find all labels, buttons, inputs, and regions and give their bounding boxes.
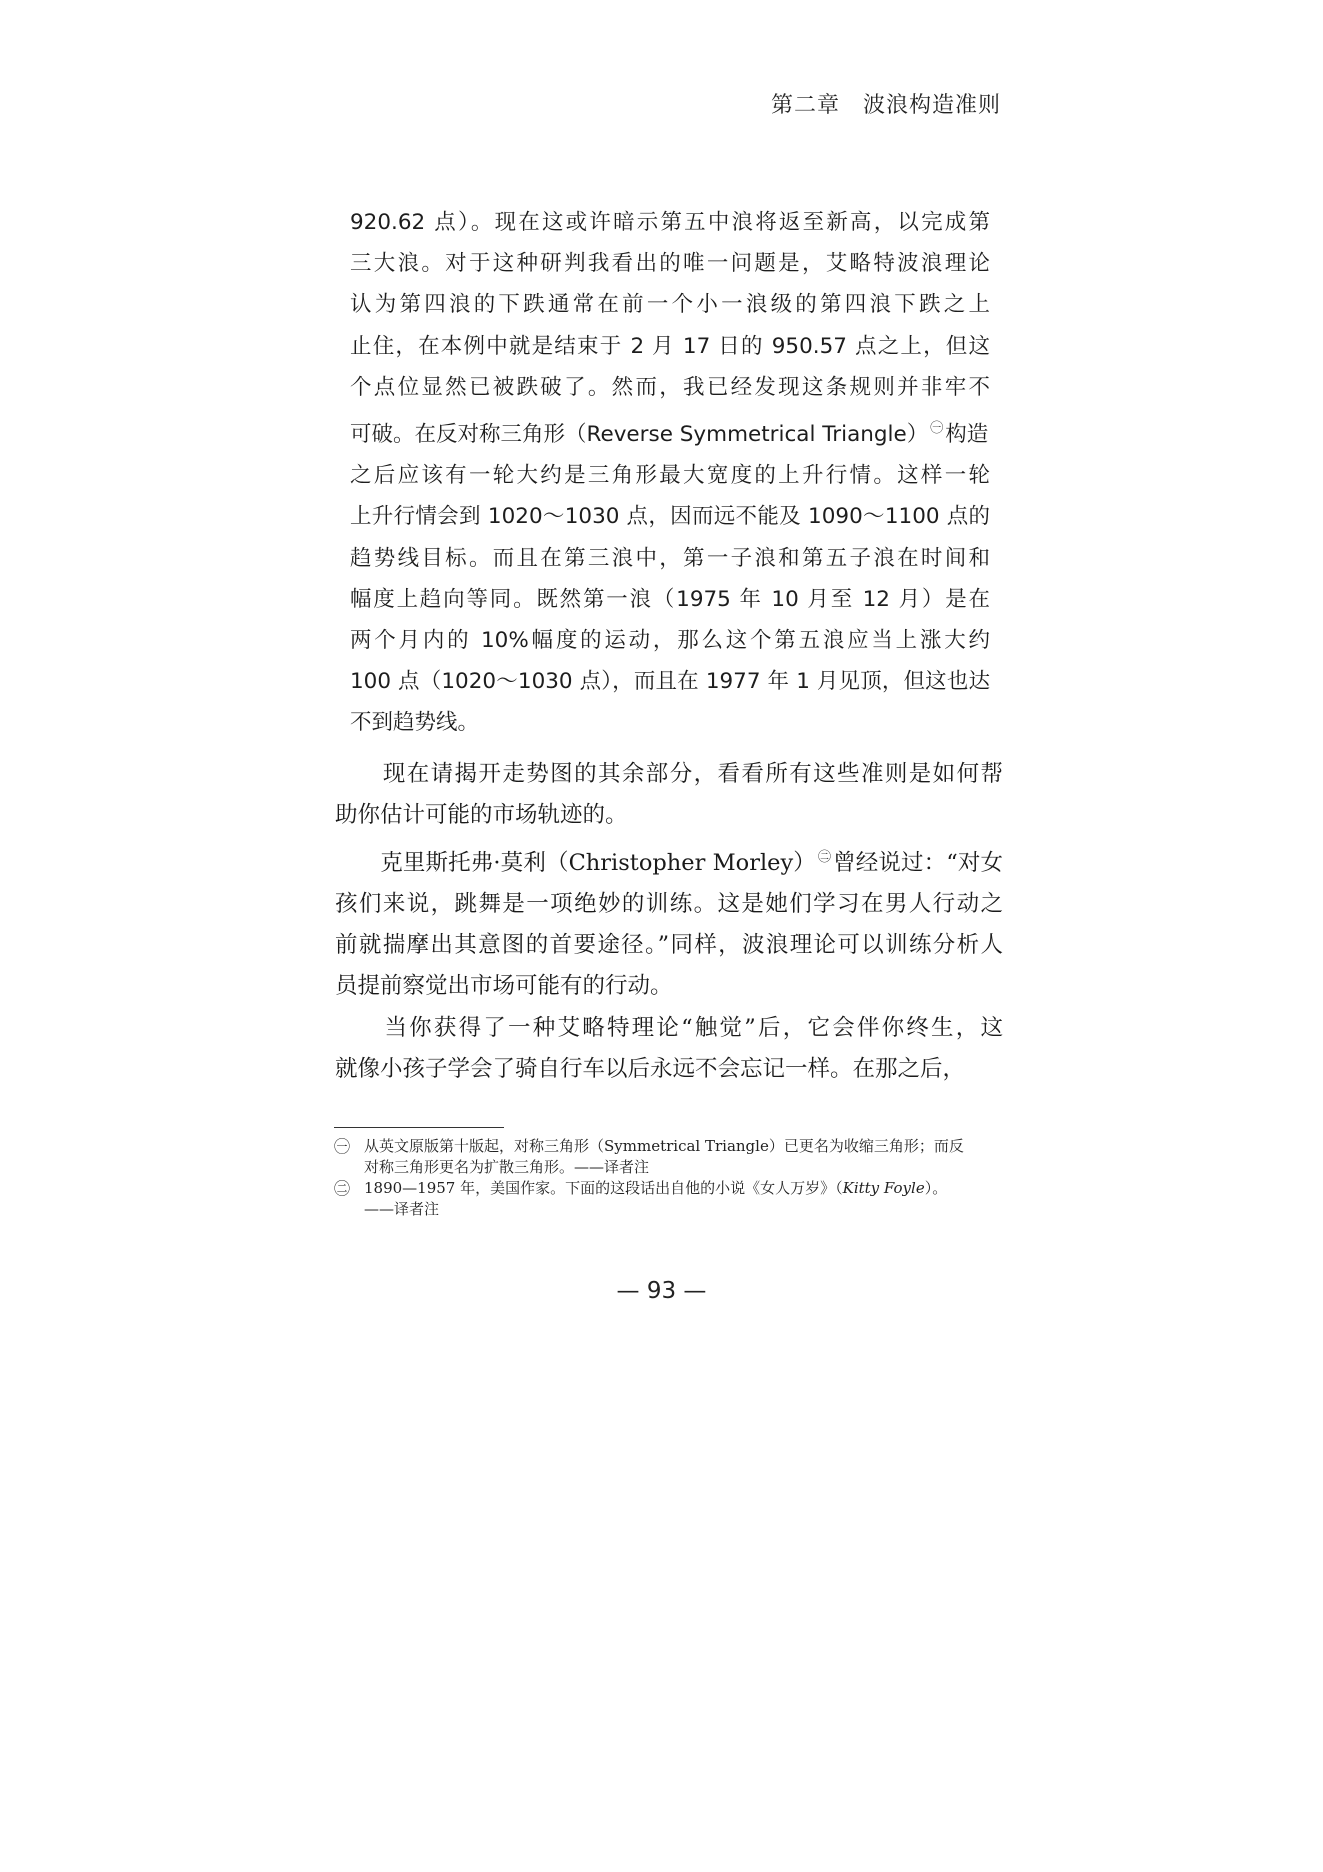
- paragraph-2: [335, 837, 1003, 1008]
- page-number: — 93 —: [616, 1278, 707, 1304]
- footnote-2: [334, 1178, 1004, 1220]
- quote-line: 两个月内的 10%幅度的运动，那么这个第五浪应当上涨大约: [350, 628, 990, 654]
- book-title-en: Kitty Foyle: [842, 1179, 925, 1197]
- quote-line: 幅度上趋向等同。既然第一浪（1975 年 10 月至 12 月）是在: [350, 586, 990, 612]
- footnote-1: [334, 1136, 1004, 1178]
- footnote-divider: [334, 1127, 504, 1128]
- quote-line: 三大浪。对于这种研判我看出的唯一问题是，艾略特波浪理论: [350, 251, 990, 277]
- quoted-passage: [350, 202, 990, 744]
- paragraph-1: [335, 754, 1003, 837]
- body-line: 孩们来说，跳舞是一项绝妙的训练。这是她们学习在男人行动之: [335, 890, 1003, 917]
- body-line: 现在请揭开走势图的其余部分，看看所有这些准则是如何帮: [382, 761, 1003, 787]
- body-line-with-ref: 克里斯托弗·莫利（Christopher Morley） $^㊁$曾经说过：“对女: [380, 849, 1003, 876]
- footnote-line: 从英文原版第十版起，对称三角形（Symmetrical Triangle）已更名为收缩三角形；而反: [364, 1137, 964, 1155]
- quote-line-tail: 构造: [945, 422, 989, 448]
- quote-line: 止住，在本例中就是结束于 2 月 17 日的 950.57 点之上，但这: [350, 333, 990, 359]
- quote-line: 个点位显然已被跌破了。然而，我已经发现这条规则并非牢不: [350, 374, 990, 400]
- body-text: [335, 754, 1003, 1090]
- body-line: 就像小孩子学会了骑自行车以后永远不会忘记一样。在那之后，: [335, 1056, 966, 1083]
- body-line: 前就揣摩出其意图的首要途径。”同样，波浪理论可以训练分析人: [335, 932, 1003, 959]
- quote-line-text: 可破。在反对称三角形（Reverse Symmetrical Triangle）: [350, 422, 929, 448]
- quote-line-with-ref: [350, 408, 990, 455]
- footnote-ref-2[interactable]: ㊁: [817, 849, 832, 865]
- footnote-line: 对称三角形更名为扩散三角形。——译者注: [364, 1158, 650, 1176]
- body-line: 当你获得了一种艾略特理论“触觉”后，它会伴你终生，这: [384, 1014, 1003, 1041]
- quote-line: 之后应该有一轮大约是三角形最大宽度的上升行情。这样一轮: [350, 463, 990, 489]
- running-head: 第二章 波浪构造准则: [770, 93, 1001, 118]
- footnote-line: 1890—1957 年，美国作家。下面的这段话出自他的小说《女人万岁》（Kitty Foyle）。: [364, 1179, 948, 1197]
- quote-line: 不到趋势线。: [350, 710, 480, 736]
- paragraph-3: [335, 1008, 1003, 1091]
- footnote-ref-1[interactable]: ㊀: [930, 421, 944, 437]
- body-line: 员提前察觉出市场可能有的行动。: [335, 973, 673, 1000]
- quote-line: 认为第四浪的下跌通常在前一个小一浪级的第四浪下跌之上: [350, 292, 990, 318]
- footnote-2-mark: ㊁: [334, 1179, 351, 1198]
- quote-line: 100 点（1020～1030 点），而且在 1977 年 1 月见顶，但这也达: [350, 669, 990, 695]
- footnote-line: ——译者注: [364, 1200, 440, 1218]
- footnote-1-mark: ㊀: [334, 1137, 351, 1156]
- quote-line: 920.62 点）。现在这或许暗示第五中浪将返至新高，以完成第: [350, 210, 990, 235]
- footnotes: [334, 1136, 1004, 1220]
- body-line: 助你估计可能的市场轨迹的。: [335, 802, 628, 829]
- quote-line: 趋势线目标。而且在第三浪中，第一子浪和第五子浪在时间和: [350, 545, 990, 571]
- quote-line: 上升行情会到 1020～1030 点，因而远不能及 1090～1100 点的: [350, 504, 990, 530]
